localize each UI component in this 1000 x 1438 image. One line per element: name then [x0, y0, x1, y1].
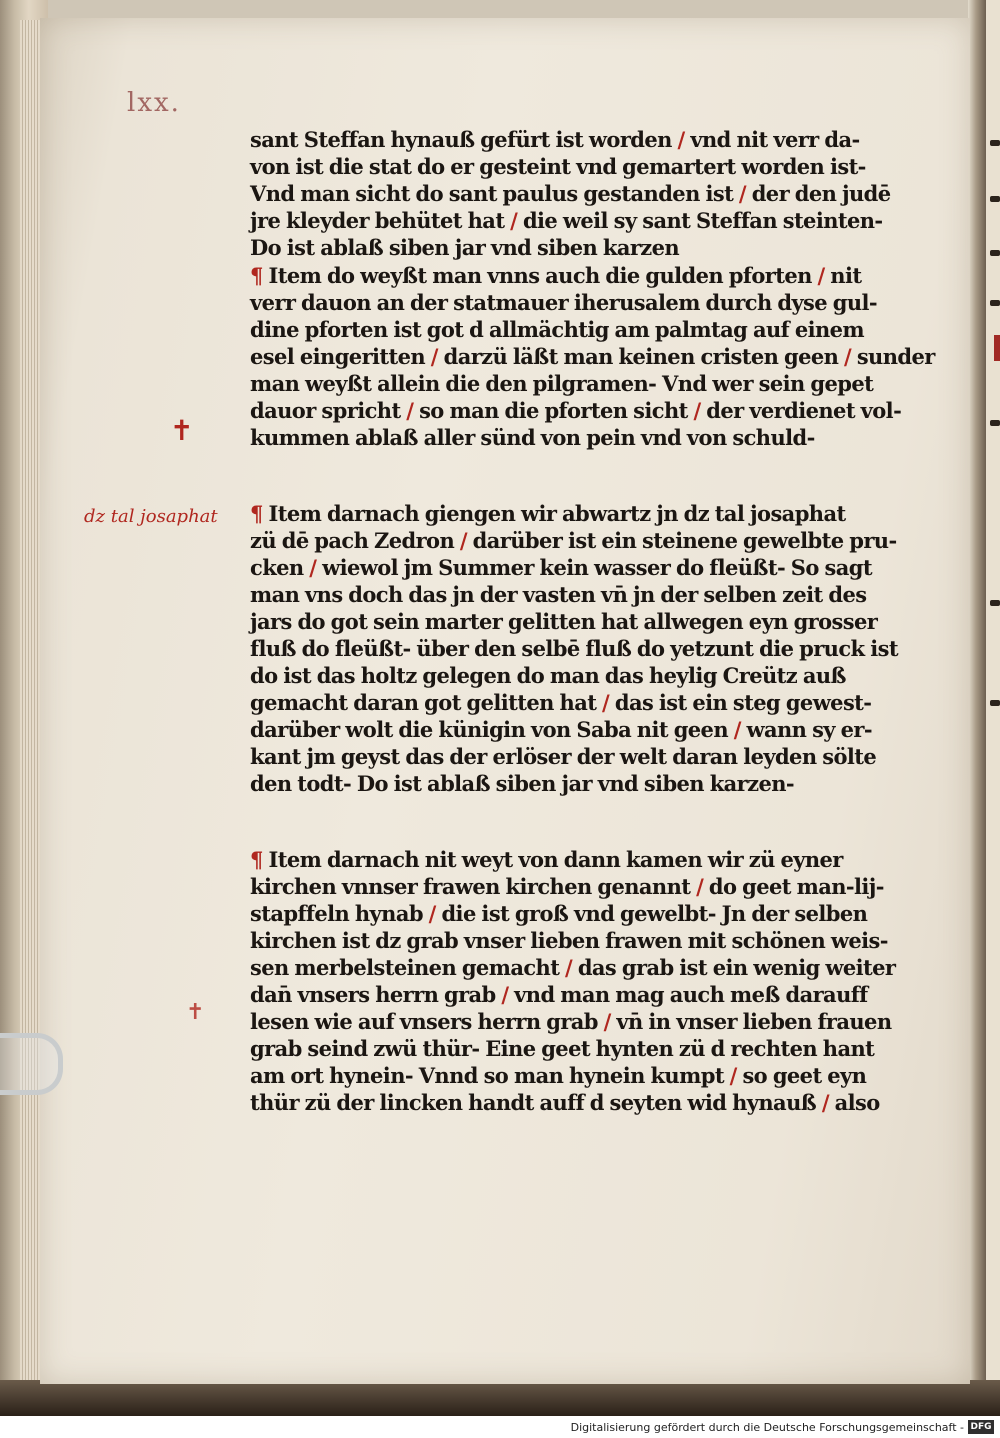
- text-line: fluß do fleüßt‑ über den selbē fluß do yetzunt die pruck ist: [250, 636, 898, 661]
- text-line: dan vnsers herrn grab / vnd man mag auch meß darauff: [250, 982, 868, 1007]
- text-line: ¶ Item darnach giengen wir abwartz jn dz tal josaphat: [250, 501, 846, 526]
- rubric-mark: /: [428, 901, 436, 926]
- text-line: jre kleyder behütet hat / die weil sy sant Steffan steinten‑: [250, 208, 883, 233]
- margin-cross-2: ✝: [186, 1000, 205, 1025]
- margin-cross-1: ✝: [170, 414, 194, 447]
- text-block: [250, 262, 910, 451]
- text-line: lesen wie auf vnsers herrn grab / vn in vnser lieben frauen: [250, 1009, 892, 1034]
- rubric-mark: /: [817, 263, 825, 288]
- text-line: Vnd man sicht do sant paulus gestanden ist / der den judē: [250, 181, 891, 206]
- rubric-mark: /: [430, 344, 438, 369]
- text-line: do ist das holtz gelegen do man das heylig Creütz auß: [250, 663, 846, 688]
- text-line: man weyßt allein die den pilgramen‑ Vnd wer sein gepet: [250, 371, 874, 396]
- text-line: jars do got sein marter gelitten hat allwegen eyn grosser: [250, 609, 878, 634]
- rubric-mark: /: [406, 398, 414, 423]
- paragraph-3: [250, 500, 910, 797]
- rubric-mark: /: [738, 181, 746, 206]
- text-block: [250, 500, 910, 797]
- rubric-mark: /: [501, 982, 509, 1007]
- text-line: Do ist ablaß siben jar vnd siben karzen: [250, 235, 680, 260]
- book-gutter: [968, 0, 986, 1416]
- rubric-mark: /: [309, 555, 317, 580]
- rubric-mark: /: [459, 528, 467, 553]
- rubric-mark: /: [821, 1090, 829, 1115]
- text-line: cken / wiewol jm Summer kein wasser do fleüßt‑ So sagt: [250, 555, 872, 580]
- text-line: grab seind zwü thür‑ Eine geet hynten zü d rechten hant: [250, 1036, 875, 1061]
- rubric-mark: /: [510, 208, 518, 233]
- rubric-mark: /: [693, 398, 701, 423]
- text-line: sen merbelsteinen gemacht / das grab ist ein wenig weiter: [250, 955, 896, 980]
- text-line: kirchen ist dz grab vnser lieben frawen mit schönen weis‑: [250, 928, 888, 953]
- text-block: [250, 126, 910, 261]
- text-line: den todt‑ Do ist ablaß siben jar vnd siben karzen‑: [250, 771, 795, 796]
- rubric-mark: ¶: [250, 847, 263, 872]
- text-line: verr dauon an der statmauer iherusalem durch dyse gul‑: [250, 290, 878, 315]
- paragraph-1: [250, 126, 910, 261]
- rubric-mark: ¶: [250, 501, 263, 526]
- footer-credit: Digitalisierung gefördert durch die Deutsche Forschungsgemeinschaft -: [570, 1421, 964, 1434]
- text-line: stapffeln hynab / die ist groß vnd gewelbt‑ Jn der selben: [250, 901, 868, 926]
- rubric-mark: /: [565, 955, 573, 980]
- text-line: gemacht daran got gelitten hat / das ist ein steg gewest‑: [250, 690, 872, 715]
- rubric-mark: /: [696, 874, 704, 899]
- text-line: thür zü der lincken handt auff d seyten wid hynauß / also: [250, 1090, 880, 1115]
- rubric-mark: /: [603, 1009, 611, 1034]
- dfg-logo[interactable]: DFG: [968, 1420, 994, 1434]
- text-line: dauor spricht / so man die pforten sicht / der verdienet vol‑: [250, 398, 902, 423]
- text-line: ¶ Item do weyßt man vnns auch die gulden pforten / nit: [250, 263, 862, 288]
- paragraph-2: [250, 262, 910, 451]
- rubric-mark: /: [602, 690, 610, 715]
- rubric-mark: ¶: [250, 263, 263, 288]
- next-page-edge: [986, 0, 1000, 1416]
- folio-number: lxx.: [127, 88, 181, 118]
- rubric-mark: /: [677, 127, 685, 152]
- text-line: sant Steffan hynauß gefürt ist worden / vnd nit verr da‑: [250, 127, 860, 152]
- text-line: kirchen vnnser frawen kirchen genannt / do geet man‑lij‑: [250, 874, 884, 899]
- text-line: kant jm geyst das der erlöser der welt daran leyden sölte: [250, 744, 877, 769]
- text-line: darüber wolt die künigin von Saba nit geen / wann sy er‑: [250, 717, 872, 742]
- margin-note-valley: dz tal josaphat: [84, 506, 218, 527]
- text-block: [250, 846, 910, 1116]
- text-line: zü dē pach Zedron / darüber ist ein steinene gewelbte pru‑: [250, 528, 897, 553]
- text-line: ¶ Item darnach nit weyt von dann kamen wir zü eyner: [250, 847, 843, 872]
- text-line: kummen ablaß aller sünd von pein vnd von schuld‑: [250, 425, 815, 450]
- text-line: am ort hynein‑ Vnnd so man hynein kumpt / so geet eyn: [250, 1063, 867, 1088]
- rubric-mark: /: [844, 344, 852, 369]
- text-line: man vns doch das jn der vasten vn jn der selben zeit des: [250, 582, 867, 607]
- paper-clip: [0, 1033, 63, 1095]
- text-line: von ist die stat do er gesteint vnd gemartert worden ist‑: [250, 154, 866, 179]
- paragraph-4: [250, 846, 910, 1116]
- rubric-mark: /: [729, 1063, 737, 1088]
- text-line: dine pforten ist got d allmächtig am palmtag auf einem: [250, 317, 865, 342]
- rubric-mark: /: [733, 717, 741, 742]
- text-line: esel eingeritten / darzü läßt man keinen cristen geen / sund: [250, 344, 912, 369]
- bottom-edge: [0, 1380, 1000, 1416]
